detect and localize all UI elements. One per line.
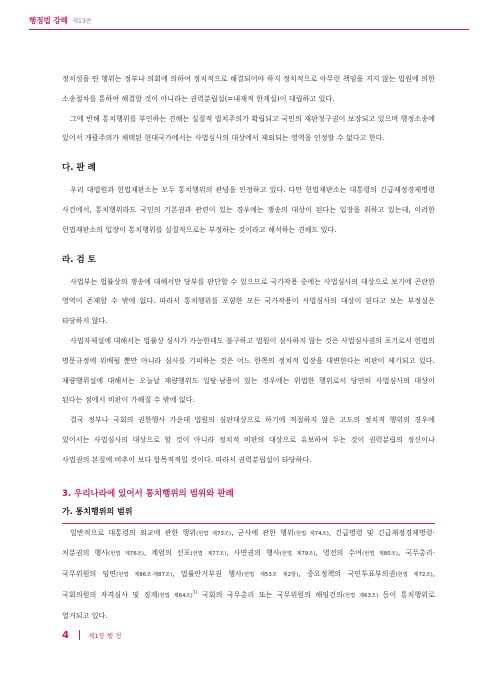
page-body — [62, 70, 435, 627]
paragraph: 우리 대법원과 헌법재판소는 모두 통치행위의 관념을 인정하고 있다. 다만 헌법재판소는 대통령의 긴급재정경제명령 사건에서, 통치행위라도 국민의 기본권과 관련이 있는 경우에는 쟁송의 대상이 된다는 입장을 취하고 있는데, 이러한 헌법재판소의 입장이 통치행위를 실질적으로는 부정하는 것이라고 해석하는 견해도 있다. — [62, 186, 435, 234]
chapter-label: 제1장 행 정 — [87, 631, 122, 640]
running-header — [29, 13, 91, 29]
article-ref: (헌법 제63조) — [342, 592, 379, 599]
text-run: , 국회의원의 자격심사 및 징계 — [62, 570, 436, 599]
article-ref: (헌법 제77조) — [190, 551, 227, 558]
paragraph: 사법자제설에 대해서는 법률상 심사가 가능한데도 불구하고 법원이 심사하지 않는 것은 사법심사권의 포기로서 헌법의 명문규정에 위배될 뿐만 아니라 심사를 기피하는 것은 어느 한쪽의 정치적 입장을 대변한다는 비판이 제기되고 있다. 재량행위설에 대해서는 오늘날 재량행위도 일탈·남용이 있는 경우에는 위법한 행위로서 당연히 사법심사의 대상이 된다는 점에서 비판이 가해질 수 밖에 없다. — [62, 336, 435, 405]
text-run: 국회의 국무총리 또는 국무위원의 해임건의 — [197, 590, 343, 599]
heading-review: 라. 검 토 — [62, 254, 96, 265]
article-ref: (헌법 제79조) — [279, 551, 316, 558]
heading-precedents: 다. 판 례 — [62, 163, 96, 174]
text-run: , 군사에 관한 행위 — [231, 528, 294, 537]
article-ref: (헌법 제72조) — [395, 572, 433, 579]
page-number: 4 — [62, 629, 69, 641]
text-run: , 계엄의 선포 — [143, 549, 191, 558]
text-run: , 국무총리·국무위원의 임면 — [62, 549, 435, 579]
footnote-marker[interactable]: 1) — [192, 590, 198, 596]
text-run: , 영전의 수여 — [315, 549, 363, 558]
article-ref: (헌법 제80조) — [362, 551, 398, 558]
paragraph: 그에 반해 통치행위를 부인하는 견해는 실질적 법치주의가 확립되고 국민의 재판청구권이 보장되고 있으며 행정소송에 있어서 개괄주의가 채택된 현대국가에서는 사법심사의 대상에서 제외되는 영역을 인정할 수 없다고 한다. — [62, 114, 435, 143]
text-run: , 중요정책의 국민투표부의권 — [298, 570, 396, 579]
article-ref: (헌법 제74조) — [293, 530, 329, 537]
footer-divider — [79, 630, 80, 640]
header-rule — [29, 29, 469, 30]
article-ref: (헌법 제76조) — [108, 551, 144, 558]
text-run: 등이 통치행위로 열거되고 있다. — [62, 590, 436, 620]
article-ref: (헌법 제73조) — [196, 530, 232, 537]
text-run: 일반적으로 대통령의 외교에 관한 행위 — [70, 528, 197, 537]
article-ref: (헌법 제64조) — [157, 592, 193, 599]
paragraph-scope — [62, 524, 435, 627]
article-ref: (헌법 제86조·제87조) — [116, 572, 173, 579]
edition-label: 제13판 — [72, 18, 92, 25]
page-footer — [62, 628, 121, 642]
paragraph: 결국 정부나 국회의 권한행사 가운데 법원의 심판대상으로 하기에 적절하지 않은 고도의 정치적 행위의 경우에 있어서는 사법심사의 대상으로 할 것이 아니라 정치적 비판의 대상으로 유보하여 두는 것이 권력분립의 정신이나 사법권의 본질에 비추어 보다 합목적적일 것이다. 따라서 권력분립설이 타당하다. — [62, 416, 435, 464]
paragraph: 정치성을 띤 행위는 정부나 의회에 의하여 정치적으로 해결되어야 하지 정치적으로 아무런 책임을 지지 않는 법원에 의한 소송절차를 통하여 해결할 것이 아니라는 권력분립설(=내재적 한계설)이 대립하고 있다. — [62, 75, 435, 103]
text-run: , 긴급명령 및 긴급재정경제명령·처분권의 행사 — [62, 528, 435, 558]
article-ref: (헌법 제53조 제2항) — [241, 572, 299, 579]
book-title: 행정법 강해 — [29, 16, 68, 25]
section-title: 3. 우리나라에 있어서 통치행위의 범위와 판례 — [62, 488, 234, 499]
text-run: , 사면권의 행사 — [226, 549, 280, 558]
subsection-title: 가. 통치행위의 범위 — [62, 506, 133, 516]
text-run: , 법률안거부권 행사 — [172, 570, 242, 579]
paragraph: 사법부는 법률상의 쟁송에 대해서만 당부를 판단할 수 있으므로 국가작용 중에는 사법심사의 대상으로 보기에 곤란한 영역이 존재할 수 밖에 없다. 따라서 통치행위를 포함한 모든 국가작용이 사법심사의 대상이 된다고 보는 부정설은 타당하지 않다. — [62, 277, 435, 326]
